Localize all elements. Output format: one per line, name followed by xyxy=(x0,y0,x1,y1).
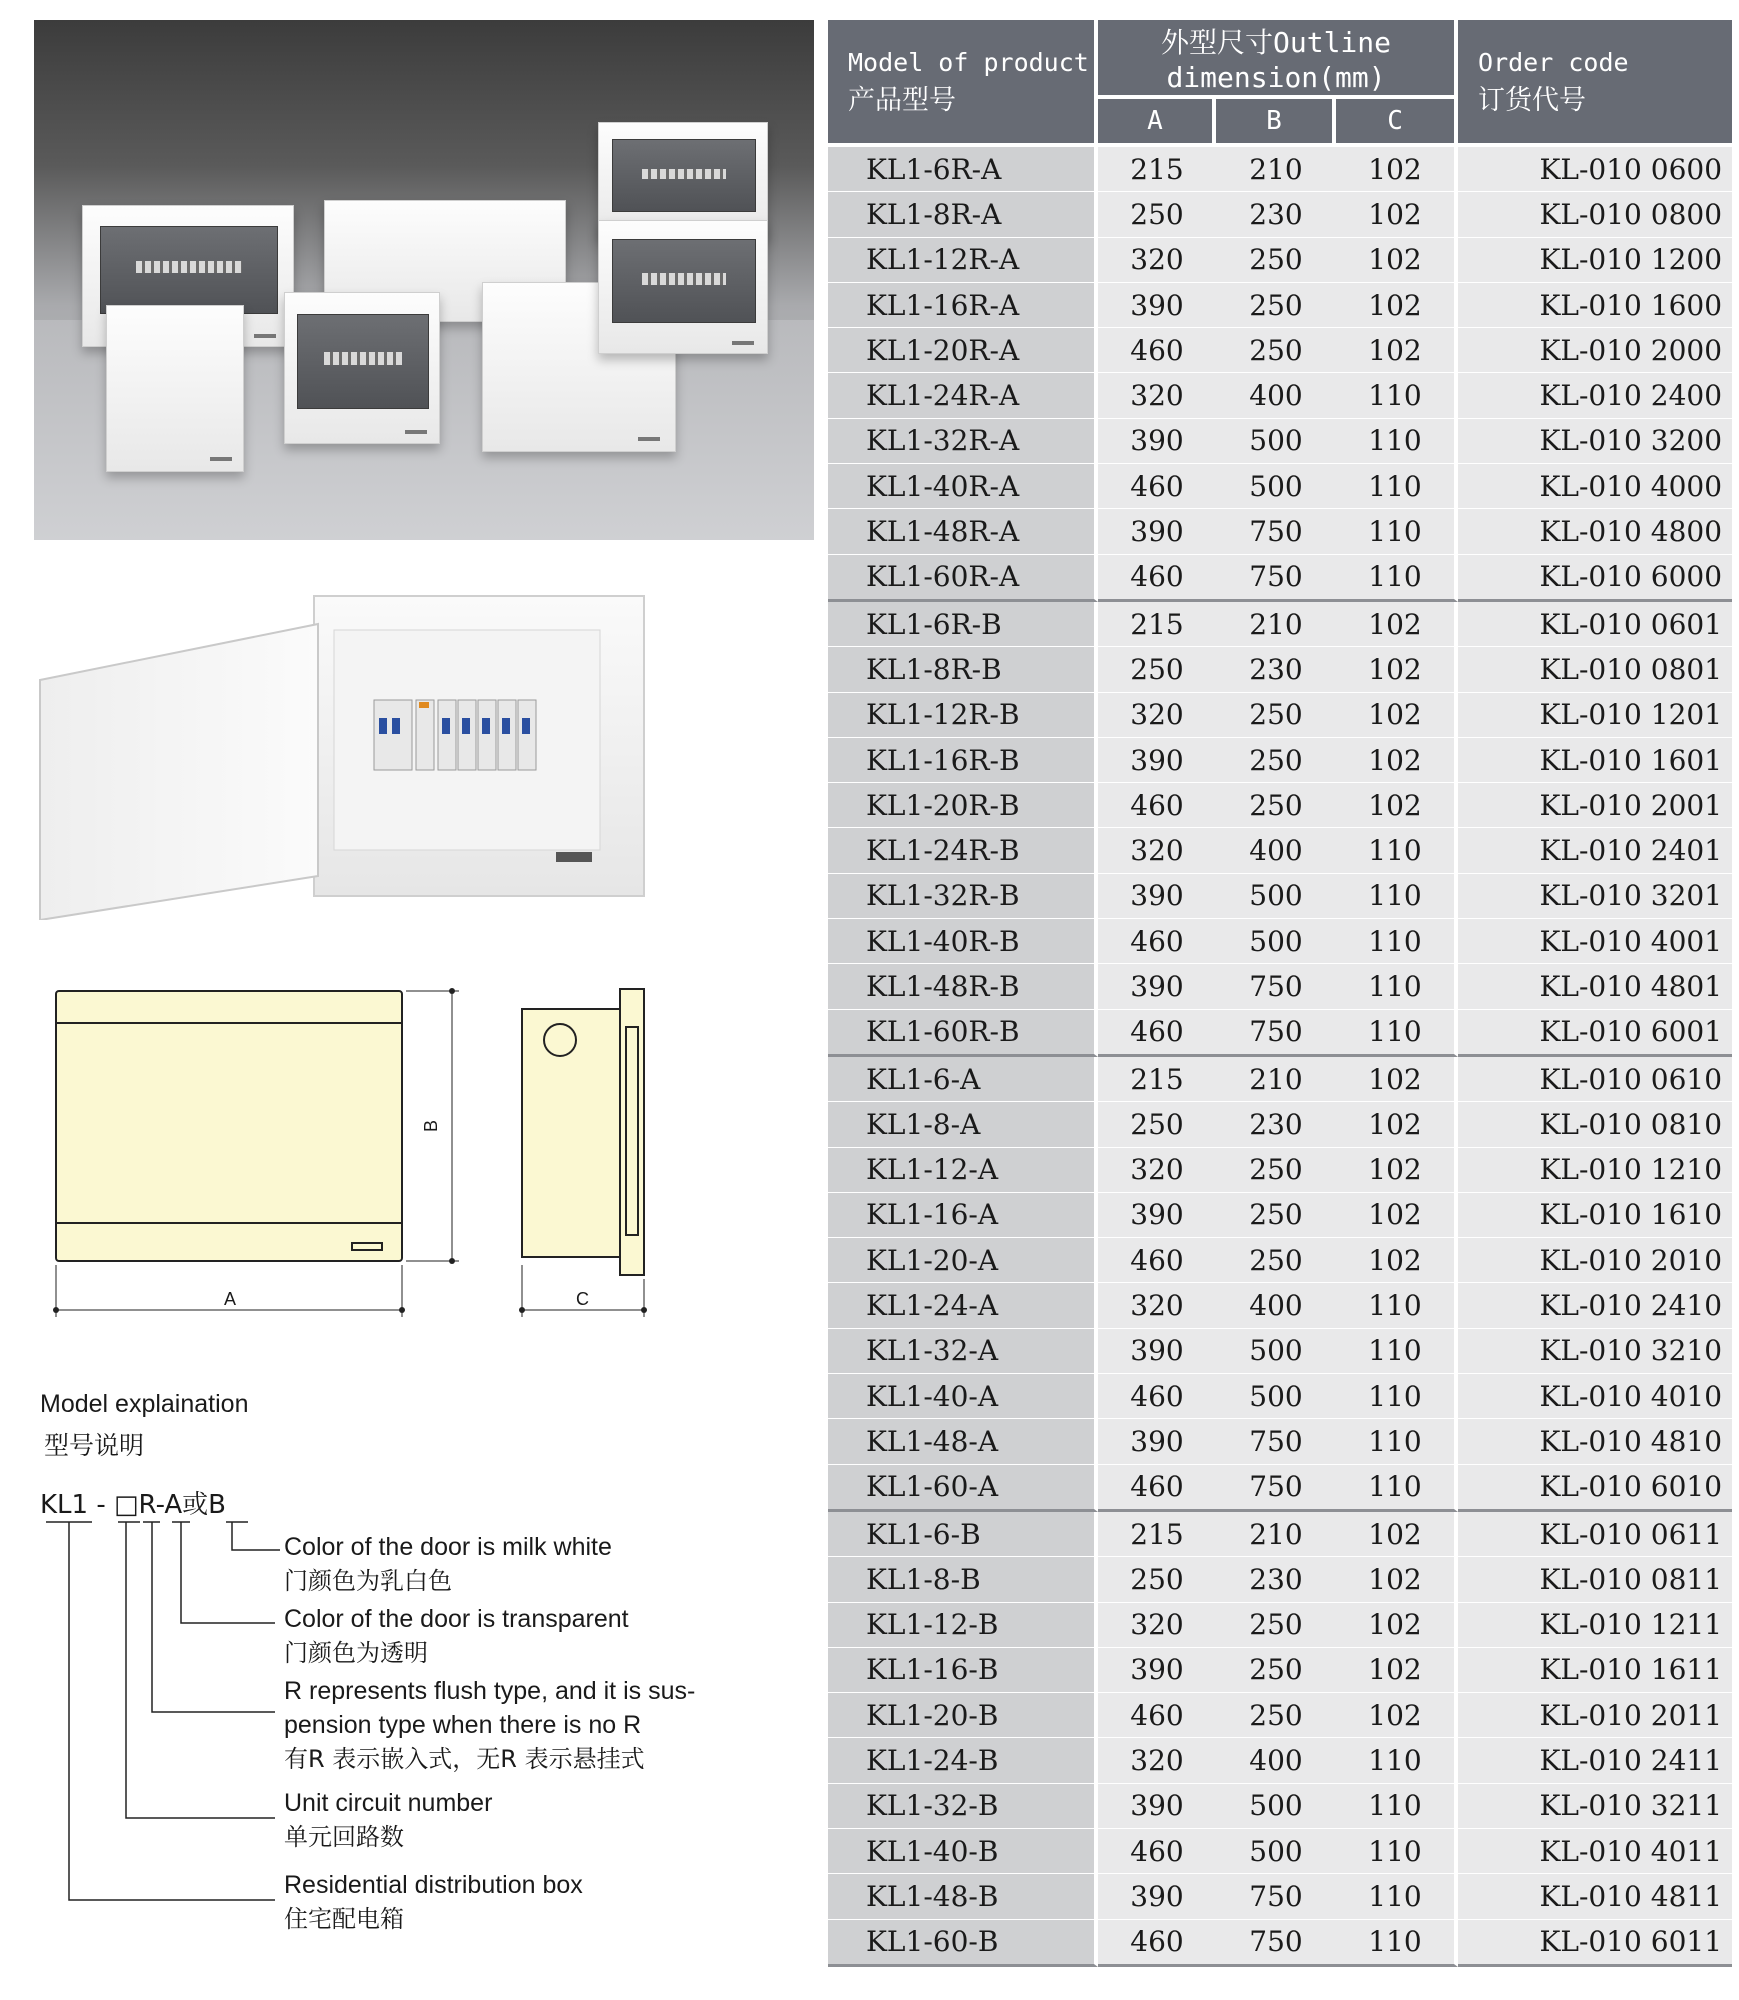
table-row xyxy=(828,964,1732,1009)
cell-model: KL1-16R-B xyxy=(828,738,1098,783)
cell-dim-a: 390 xyxy=(1098,419,1216,464)
cell-model: KL1-12R-B xyxy=(828,693,1098,738)
table-row xyxy=(828,874,1732,919)
explanation-item-distribution-box xyxy=(284,1868,583,1936)
cell-model: KL1-20R-A xyxy=(828,328,1098,373)
cell-dim-c: 110 xyxy=(1336,828,1458,873)
cell-dim-b: 250 xyxy=(1216,1193,1336,1238)
table-row xyxy=(828,647,1732,692)
cell-dim-c: 110 xyxy=(1336,509,1458,554)
cell-model: KL1-60-A xyxy=(828,1465,1098,1512)
table-row xyxy=(828,1874,1732,1919)
cell-dim-b: 750 xyxy=(1216,555,1336,602)
cell-model: KL1-12R-A xyxy=(828,238,1098,283)
box-transparent-tall-bottom xyxy=(598,220,768,354)
cell-order-code: KL-010 1610 xyxy=(1458,1193,1732,1238)
cell-order-code: KL-010 0810 xyxy=(1458,1102,1732,1147)
cell-model: KL1-40-B xyxy=(828,1829,1098,1874)
table-row xyxy=(828,283,1732,328)
table-row xyxy=(828,555,1732,602)
cell-model: KL1-40R-B xyxy=(828,919,1098,964)
cell-dim-b: 210 xyxy=(1216,147,1336,192)
cell-model: KL1-40-A xyxy=(828,1374,1098,1419)
table-row xyxy=(828,238,1732,283)
cell-dim-c: 102 xyxy=(1336,1238,1458,1283)
table-row xyxy=(828,738,1732,783)
cell-dim-a: 460 xyxy=(1098,919,1216,964)
cell-dim-c: 102 xyxy=(1336,783,1458,828)
table-row xyxy=(828,1465,1732,1512)
cell-dim-c: 102 xyxy=(1336,238,1458,283)
cell-dim-b: 750 xyxy=(1216,1010,1336,1057)
cell-dim-c: 102 xyxy=(1336,693,1458,738)
cell-order-code: KL-010 3210 xyxy=(1458,1329,1732,1374)
table-row xyxy=(828,1419,1732,1464)
table-row xyxy=(828,192,1732,237)
header-order-cn: 订货代号 xyxy=(1478,84,1587,116)
cell-dim-a: 215 xyxy=(1098,1512,1216,1557)
cell-dim-c: 102 xyxy=(1336,283,1458,328)
cell-dim-c: 110 xyxy=(1336,1874,1458,1919)
cell-order-code: KL-010 2400 xyxy=(1458,373,1732,418)
cell-order-code: KL-010 1201 xyxy=(1458,693,1732,738)
cell-dim-a: 390 xyxy=(1098,874,1216,919)
cell-dim-c: 110 xyxy=(1336,419,1458,464)
cell-model: KL1-20-A xyxy=(828,1238,1098,1283)
cell-dim-a: 390 xyxy=(1098,738,1216,783)
table-row xyxy=(828,1329,1732,1374)
cell-dim-a: 320 xyxy=(1098,693,1216,738)
item-en: Color of the door is transparent xyxy=(284,1605,629,1633)
header-col-c: C xyxy=(1336,99,1458,147)
spec-table-wrap xyxy=(828,20,1732,1967)
cell-dim-b: 500 xyxy=(1216,1329,1336,1374)
cell-dim-c: 102 xyxy=(1336,602,1458,647)
item-en-line2: pension type when there is no R xyxy=(284,1711,642,1739)
dim-label-a: A xyxy=(224,1289,237,1309)
table-row xyxy=(828,828,1732,873)
cell-dim-b: 250 xyxy=(1216,283,1336,328)
cell-dim-a: 460 xyxy=(1098,1693,1216,1738)
cell-dim-c: 110 xyxy=(1336,1920,1458,1967)
front-view xyxy=(56,991,402,1261)
table-row xyxy=(828,1102,1732,1147)
cell-dim-c: 102 xyxy=(1336,1557,1458,1602)
header-col-b: B xyxy=(1216,99,1336,147)
cell-dim-a: 460 xyxy=(1098,1238,1216,1283)
cell-dim-a: 215 xyxy=(1098,1057,1216,1102)
model-explanation xyxy=(40,1390,780,1950)
cell-model: KL1-32-B xyxy=(828,1784,1098,1829)
table-row xyxy=(828,147,1732,192)
cell-order-code: KL-010 6001 xyxy=(1458,1010,1732,1057)
cell-order-code: KL-010 4800 xyxy=(1458,509,1732,554)
cell-dim-b: 250 xyxy=(1216,328,1336,373)
cell-model: KL1-24R-A xyxy=(828,373,1098,418)
cell-dim-a: 460 xyxy=(1098,1920,1216,1967)
table-row xyxy=(828,693,1732,738)
cell-order-code: KL-010 1211 xyxy=(1458,1603,1732,1648)
table-row xyxy=(828,464,1732,509)
cell-dim-a: 320 xyxy=(1098,828,1216,873)
item-cn: 门颜色为透明 xyxy=(284,1639,428,1667)
table-row xyxy=(828,328,1732,373)
header-outline: 外型尺寸Outline dimension(mm) xyxy=(1098,20,1458,99)
cell-order-code: KL-010 2000 xyxy=(1458,328,1732,373)
cell-dim-b: 230 xyxy=(1216,1557,1336,1602)
cell-dim-b: 500 xyxy=(1216,919,1336,964)
cell-dim-c: 102 xyxy=(1336,1512,1458,1557)
cell-order-code: KL-010 6000 xyxy=(1458,555,1732,602)
cell-order-code: KL-010 1601 xyxy=(1458,738,1732,783)
cell-dim-b: 230 xyxy=(1216,647,1336,692)
cell-order-code: KL-010 0800 xyxy=(1458,192,1732,237)
header-order-en: Order code xyxy=(1478,47,1629,77)
cell-dim-a: 320 xyxy=(1098,1283,1216,1328)
cell-model: KL1-20R-B xyxy=(828,783,1098,828)
cell-dim-b: 500 xyxy=(1216,1374,1336,1419)
cell-dim-b: 400 xyxy=(1216,1283,1336,1328)
cell-order-code: KL-010 2010 xyxy=(1458,1238,1732,1283)
cell-model: KL1-60-B xyxy=(828,1920,1098,1967)
item-cn: 住宅配电箱 xyxy=(284,1905,404,1933)
table-row xyxy=(828,1693,1732,1738)
cell-order-code: KL-010 0600 xyxy=(1458,147,1732,192)
cell-model: KL1-32R-A xyxy=(828,419,1098,464)
side-view xyxy=(522,1009,620,1257)
box-white-small xyxy=(106,305,244,472)
cell-dim-c: 102 xyxy=(1336,328,1458,373)
cell-dim-b: 750 xyxy=(1216,1920,1336,1967)
explanation-leader-lines xyxy=(40,1390,780,1950)
cell-dim-a: 320 xyxy=(1098,1738,1216,1783)
cell-dim-c: 110 xyxy=(1336,1784,1458,1829)
cell-dim-b: 250 xyxy=(1216,1693,1336,1738)
item-cn: 有R 表示嵌入式，无R 表示悬挂式 xyxy=(284,1745,645,1773)
cell-order-code: KL-010 0601 xyxy=(1458,602,1732,647)
cell-model: KL1-48-A xyxy=(828,1419,1098,1464)
cell-dim-c: 110 xyxy=(1336,964,1458,1009)
table-row xyxy=(828,1512,1732,1557)
cell-dim-a: 390 xyxy=(1098,1874,1216,1919)
cell-model: KL1-12-A xyxy=(828,1148,1098,1193)
cell-order-code: KL-010 0611 xyxy=(1458,1512,1732,1557)
dim-label-b: B xyxy=(421,1119,441,1132)
cell-dim-c: 110 xyxy=(1336,1419,1458,1464)
header-model-cn: 产品型号 xyxy=(848,84,956,116)
cell-dim-c: 102 xyxy=(1336,147,1458,192)
cell-dim-b: 250 xyxy=(1216,1148,1336,1193)
cell-dim-a: 460 xyxy=(1098,328,1216,373)
table-row xyxy=(828,602,1732,647)
cell-model: KL1-24R-B xyxy=(828,828,1098,873)
cell-order-code: KL-010 6011 xyxy=(1458,1920,1732,1967)
cell-model: KL1-6-B xyxy=(828,1512,1098,1557)
cell-dim-c: 102 xyxy=(1336,1648,1458,1693)
cell-dim-c: 102 xyxy=(1336,1102,1458,1147)
cell-dim-a: 390 xyxy=(1098,1419,1216,1464)
cell-dim-c: 110 xyxy=(1336,919,1458,964)
cell-dim-a: 390 xyxy=(1098,1193,1216,1238)
table-row xyxy=(828,419,1732,464)
cell-dim-a: 250 xyxy=(1098,1557,1216,1602)
explanation-item-circuit-number xyxy=(284,1786,492,1854)
cell-dim-c: 110 xyxy=(1336,1283,1458,1328)
cell-dim-b: 750 xyxy=(1216,1419,1336,1464)
model-code: KL1 - □R-A或B xyxy=(40,1490,226,1520)
cell-model: KL1-16-B xyxy=(828,1648,1098,1693)
cell-dim-c: 102 xyxy=(1336,647,1458,692)
cell-dim-b: 230 xyxy=(1216,192,1336,237)
cell-dim-b: 400 xyxy=(1216,1738,1336,1783)
table-row xyxy=(828,1283,1732,1328)
cell-model: KL1-24-A xyxy=(828,1283,1098,1328)
cell-dim-a: 215 xyxy=(1098,602,1216,647)
cell-model: KL1-6R-B xyxy=(828,602,1098,647)
cell-dim-c: 110 xyxy=(1336,1010,1458,1057)
cell-dim-b: 250 xyxy=(1216,1648,1336,1693)
cell-model: KL1-6-A xyxy=(828,1057,1098,1102)
cell-order-code: KL-010 4010 xyxy=(1458,1374,1732,1419)
cell-order-code: KL-010 2410 xyxy=(1458,1283,1732,1328)
cell-dim-b: 750 xyxy=(1216,964,1336,1009)
cell-dim-c: 110 xyxy=(1336,1738,1458,1783)
cell-model: KL1-20-B xyxy=(828,1693,1098,1738)
cell-dim-a: 320 xyxy=(1098,238,1216,283)
dimension-drawing xyxy=(34,975,664,1335)
cell-dim-a: 460 xyxy=(1098,464,1216,509)
cell-order-code: KL-010 6010 xyxy=(1458,1465,1732,1512)
table-row xyxy=(828,1010,1732,1057)
header-model xyxy=(828,20,1098,147)
cell-model: KL1-8R-B xyxy=(828,647,1098,692)
cell-dim-c: 110 xyxy=(1336,373,1458,418)
cell-dim-b: 750 xyxy=(1216,1874,1336,1919)
breaker-row xyxy=(374,700,536,770)
cell-dim-b: 500 xyxy=(1216,874,1336,919)
cell-model: KL1-16R-A xyxy=(828,283,1098,328)
table-row xyxy=(828,1784,1732,1829)
cell-dim-b: 210 xyxy=(1216,1057,1336,1102)
table-row xyxy=(828,1829,1732,1874)
item-cn: 门颜色为乳白色 xyxy=(284,1567,452,1595)
cell-order-code: KL-010 3201 xyxy=(1458,874,1732,919)
open-door xyxy=(40,624,318,920)
cell-order-code: KL-010 0610 xyxy=(1458,1057,1732,1102)
cell-model: KL1-32R-B xyxy=(828,874,1098,919)
cell-dim-a: 390 xyxy=(1098,964,1216,1009)
item-en: Unit circuit number xyxy=(284,1789,493,1817)
table-row xyxy=(828,1603,1732,1648)
cell-dim-b: 500 xyxy=(1216,464,1336,509)
cell-model: KL1-8-B xyxy=(828,1557,1098,1602)
cell-dim-a: 460 xyxy=(1098,555,1216,602)
cell-dim-c: 110 xyxy=(1336,555,1458,602)
cell-order-code: KL-010 4000 xyxy=(1458,464,1732,509)
cell-dim-a: 460 xyxy=(1098,783,1216,828)
box-transparent-medium xyxy=(284,292,440,444)
cell-dim-a: 460 xyxy=(1098,1829,1216,1874)
header-model-en: Model of product xyxy=(848,47,1089,77)
item-en: Residential distribution box xyxy=(284,1871,583,1899)
cell-order-code: KL-010 2001 xyxy=(1458,783,1732,828)
cell-dim-b: 500 xyxy=(1216,1829,1336,1874)
cell-dim-b: 250 xyxy=(1216,783,1336,828)
cell-model: KL1-6R-A xyxy=(828,147,1098,192)
cell-dim-b: 750 xyxy=(1216,509,1336,554)
cell-dim-a: 460 xyxy=(1098,1465,1216,1512)
cell-order-code: KL-010 0811 xyxy=(1458,1557,1732,1602)
table-row xyxy=(828,373,1732,418)
dim-label-c: C xyxy=(576,1289,589,1309)
cell-order-code: KL-010 1200 xyxy=(1458,238,1732,283)
explanation-title-en: Model explaination xyxy=(40,1390,249,1418)
cell-dim-c: 110 xyxy=(1336,464,1458,509)
cell-dim-c: 102 xyxy=(1336,1603,1458,1648)
cell-dim-b: 500 xyxy=(1216,419,1336,464)
item-cn: 单元回路数 xyxy=(284,1823,404,1851)
header-order xyxy=(1458,20,1732,147)
cell-dim-b: 250 xyxy=(1216,238,1336,283)
cell-dim-b: 250 xyxy=(1216,693,1336,738)
cell-order-code: KL-010 1611 xyxy=(1458,1648,1732,1693)
cell-dim-a: 250 xyxy=(1098,192,1216,237)
table-row xyxy=(828,1738,1732,1783)
cell-dim-b: 250 xyxy=(1216,1603,1336,1648)
header-col-a: A xyxy=(1098,99,1216,147)
cell-order-code: KL-010 4810 xyxy=(1458,1419,1732,1464)
cell-model: KL1-60R-B xyxy=(828,1010,1098,1057)
cell-order-code: KL-010 2401 xyxy=(1458,828,1732,873)
cell-dim-c: 110 xyxy=(1336,1465,1458,1512)
table-row xyxy=(828,1374,1732,1419)
cell-dim-c: 102 xyxy=(1336,1057,1458,1102)
cell-dim-b: 230 xyxy=(1216,1102,1336,1147)
item-en: R represents flush type, and it is sus- xyxy=(284,1677,696,1705)
item-en: Color of the door is milk white xyxy=(284,1533,612,1561)
spec-table-body xyxy=(828,147,1732,1967)
cell-order-code: KL-010 3200 xyxy=(1458,419,1732,464)
explanation-title-cn: 型号说明 xyxy=(44,1431,145,1460)
cell-dim-c: 110 xyxy=(1336,1374,1458,1419)
open-box-photo xyxy=(34,590,654,920)
cell-model: KL1-24-B xyxy=(828,1738,1098,1783)
cell-dim-b: 210 xyxy=(1216,602,1336,647)
cell-model: KL1-16-A xyxy=(828,1193,1098,1238)
cell-dim-b: 250 xyxy=(1216,738,1336,783)
table-row xyxy=(828,783,1732,828)
cell-order-code: KL-010 4001 xyxy=(1458,919,1732,964)
cell-dim-a: 460 xyxy=(1098,1010,1216,1057)
cell-model: KL1-48R-B xyxy=(828,964,1098,1009)
cell-dim-a: 390 xyxy=(1098,1784,1216,1829)
cell-dim-b: 500 xyxy=(1216,1784,1336,1829)
cell-model: KL1-8-A xyxy=(828,1102,1098,1147)
cell-dim-a: 250 xyxy=(1098,1102,1216,1147)
cell-order-code: KL-010 4811 xyxy=(1458,1874,1732,1919)
cell-dim-c: 110 xyxy=(1336,1829,1458,1874)
cell-order-code: KL-010 2011 xyxy=(1458,1693,1732,1738)
cell-dim-b: 250 xyxy=(1216,1238,1336,1283)
cell-model: KL1-12-B xyxy=(828,1603,1098,1648)
cell-model: KL1-32-A xyxy=(828,1329,1098,1374)
cell-order-code: KL-010 3211 xyxy=(1458,1784,1732,1829)
explanation-item-flush-type xyxy=(284,1674,695,1776)
cell-model: KL1-48R-A xyxy=(828,509,1098,554)
table-row xyxy=(828,919,1732,964)
cell-dim-a: 320 xyxy=(1098,1603,1216,1648)
cell-dim-c: 102 xyxy=(1336,192,1458,237)
cell-dim-c: 102 xyxy=(1336,1693,1458,1738)
explanation-item-milk-white xyxy=(284,1530,612,1598)
cell-dim-c: 110 xyxy=(1336,874,1458,919)
cell-dim-b: 400 xyxy=(1216,373,1336,418)
cell-dim-c: 110 xyxy=(1336,1329,1458,1374)
spec-table xyxy=(828,20,1732,1967)
cell-model: KL1-40R-A xyxy=(828,464,1098,509)
cell-order-code: KL-010 2411 xyxy=(1458,1738,1732,1783)
cell-model: KL1-60R-A xyxy=(828,555,1098,602)
cell-dim-b: 750 xyxy=(1216,1465,1336,1512)
cell-model: KL1-8R-A xyxy=(828,192,1098,237)
cell-model: KL1-48-B xyxy=(828,1874,1098,1919)
cell-dim-c: 102 xyxy=(1336,1193,1458,1238)
cell-dim-c: 102 xyxy=(1336,738,1458,783)
cell-dim-a: 460 xyxy=(1098,1374,1216,1419)
cell-dim-c: 102 xyxy=(1336,1148,1458,1193)
table-row xyxy=(828,1057,1732,1102)
cell-dim-a: 390 xyxy=(1098,283,1216,328)
cell-dim-b: 210 xyxy=(1216,1512,1336,1557)
table-row xyxy=(828,509,1732,554)
table-row xyxy=(828,1238,1732,1283)
cell-dim-b: 400 xyxy=(1216,828,1336,873)
cell-order-code: KL-010 1600 xyxy=(1458,283,1732,328)
cell-dim-a: 390 xyxy=(1098,509,1216,554)
table-row xyxy=(828,1920,1732,1967)
table-row xyxy=(828,1557,1732,1602)
cell-dim-a: 390 xyxy=(1098,1648,1216,1693)
table-row xyxy=(828,1148,1732,1193)
table-row xyxy=(828,1648,1732,1693)
product-photo xyxy=(34,20,814,540)
cell-dim-a: 215 xyxy=(1098,147,1216,192)
cell-order-code: KL-010 0801 xyxy=(1458,647,1732,692)
table-row xyxy=(828,1193,1732,1238)
cell-order-code: KL-010 4011 xyxy=(1458,1829,1732,1874)
explanation-item-transparent xyxy=(284,1602,629,1670)
cell-dim-a: 390 xyxy=(1098,1329,1216,1374)
cell-dim-a: 320 xyxy=(1098,373,1216,418)
cell-order-code: KL-010 4801 xyxy=(1458,964,1732,1009)
cell-dim-a: 250 xyxy=(1098,647,1216,692)
cell-dim-a: 320 xyxy=(1098,1148,1216,1193)
cell-order-code: KL-010 1210 xyxy=(1458,1148,1732,1193)
